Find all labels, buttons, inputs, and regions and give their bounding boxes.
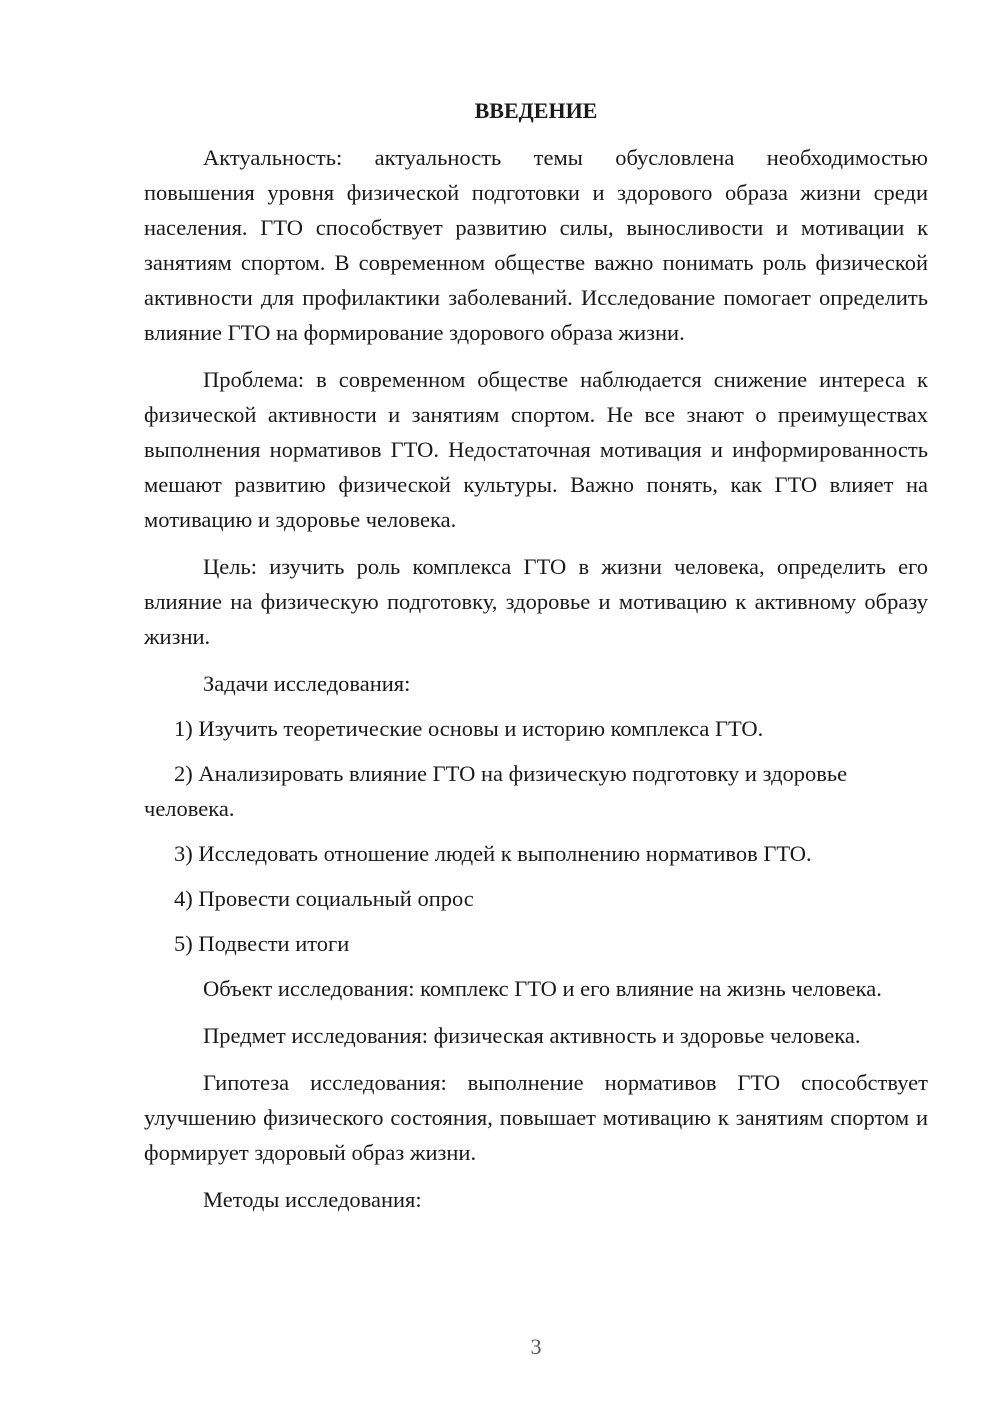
- task-item: 3) Исследовать отношение людей к выполнению нормативов ГТО.: [174, 841, 812, 866]
- subject-paragraph: Предмет исследования: физическая активность и здоровье человека.: [203, 1023, 861, 1048]
- task-item: 2) Анализировать влияние ГТО на физическую подготовку и здоровье человека.: [144, 761, 848, 821]
- task-item: 4) Провести социальный опрос: [174, 886, 474, 911]
- hypothesis-paragraph: Гипотеза исследования: выполнение нормативов ГТО способствует улучшению физического состояния, повышает мотивацию к занятиям спортом и формирует здоровый образ жизни.: [144, 1070, 928, 1165]
- task-item: 5) Подвести итоги: [174, 931, 350, 956]
- task-item: 1) Изучить теоретические основы и историю комплекса ГТО.: [174, 716, 764, 741]
- tasks-heading: Задачи исследования:: [203, 671, 411, 696]
- page-number: 3: [530, 1334, 542, 1359]
- tasks-list: [144, 711, 928, 961]
- relevance-paragraph: Актуальность: актуальность темы обусловлена необходимостью повышения уровня физической подготовки и здорового образа жизни среди населения. ГТО способствует развитию силы, выносливости и мотивации к занятиям спортом. В современном обществе важно понимать роль физической активности для профилактики заболеваний. Исследование помогает определить влияние ГТО на формирование здорового образа жизни.: [144, 145, 928, 345]
- problem-paragraph: Проблема: в современном обществе наблюдается снижение интереса к физической активности и занятиям спортом. Не все знают о преимуществах выполнения нормативов ГТО. Недостаточная мотивация и информированность мешают развитию физической культуры. Важно понять, как ГТО влияет на мотивацию и здоровье человека.: [144, 367, 928, 532]
- methods-heading: Методы исследования:: [203, 1187, 422, 1212]
- page-body: [144, 92, 928, 1229]
- object-paragraph: Объект исследования: комплекс ГТО и его влияние на жизнь человека.: [203, 976, 882, 1001]
- goal-paragraph: Цель: изучить роль комплекса ГТО в жизни человека, определить его влияние на физическую подготовку, здоровье и мотивацию к активному образу жизни.: [144, 554, 928, 649]
- section-title: ВВЕДЕНИЕ: [474, 98, 598, 123]
